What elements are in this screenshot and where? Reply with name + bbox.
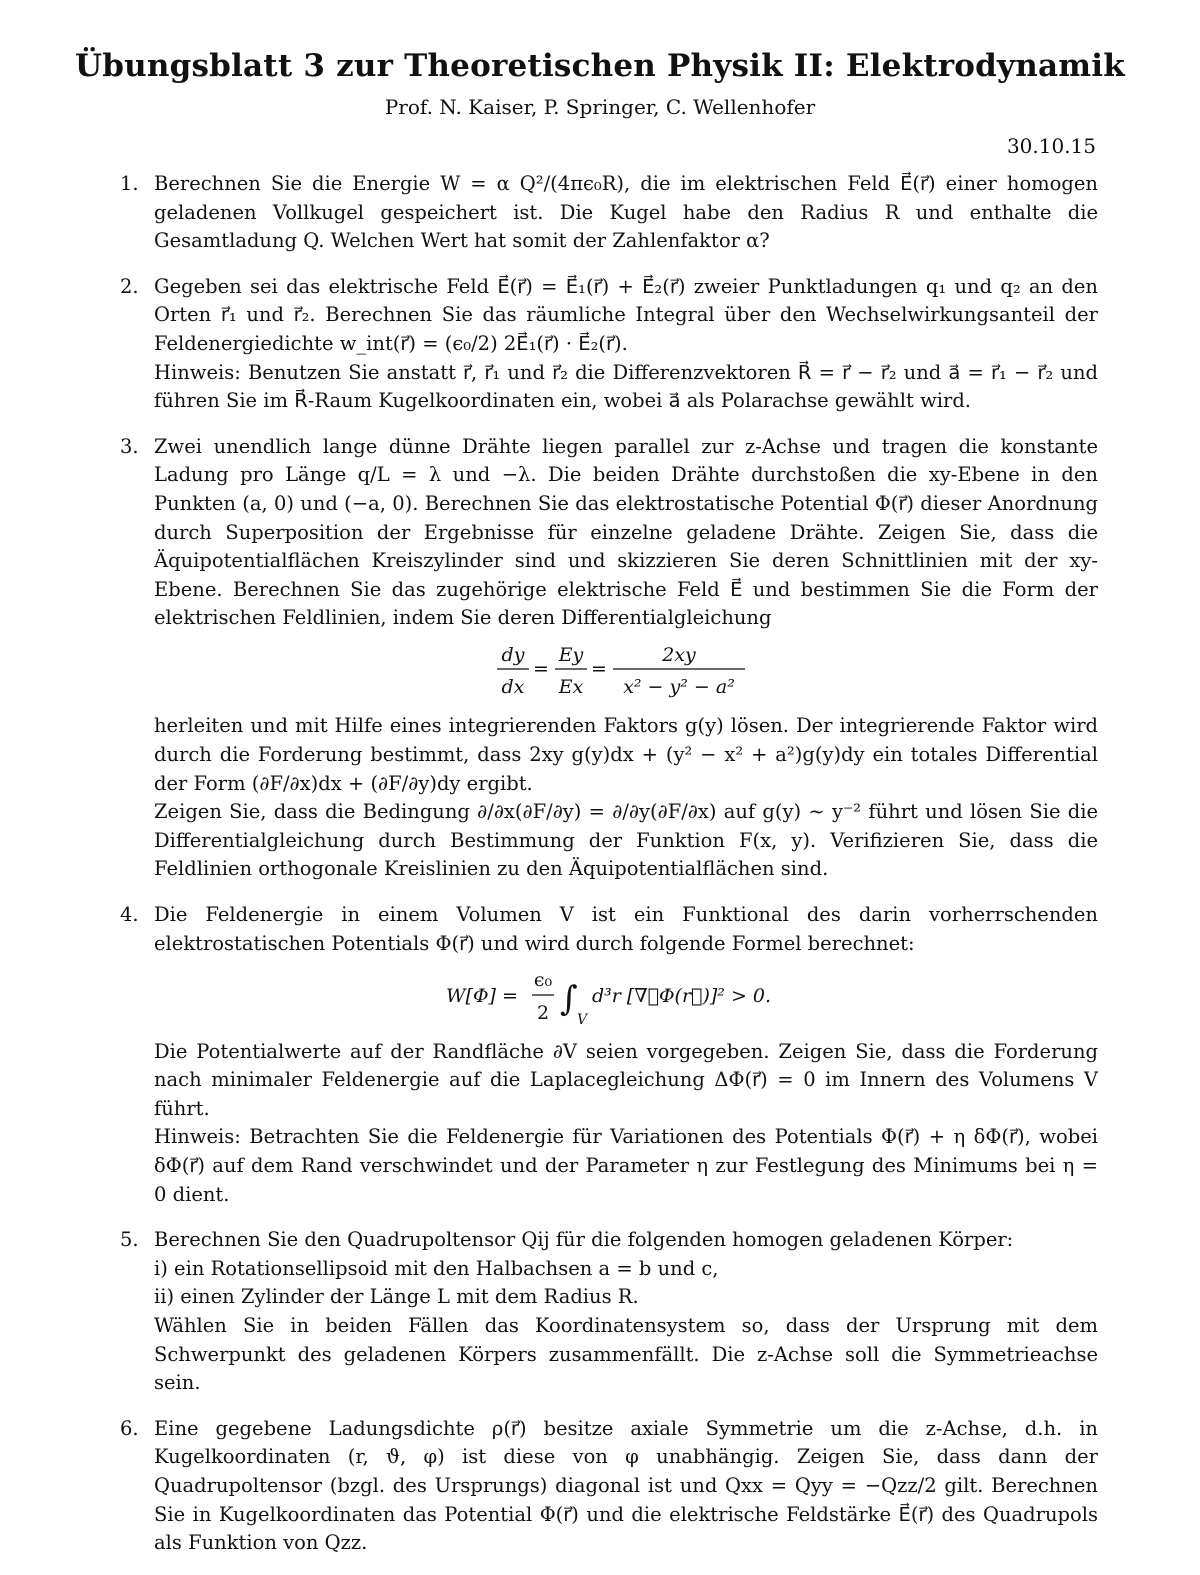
eq-integrand: d³r [∇⃗Φ(r⃗)]² > 0. xyxy=(592,985,772,1008)
problem-4 xyxy=(120,901,1098,1209)
problem-3 xyxy=(120,433,1098,884)
problem-subitem-i: i) ein Rotationsellipsoid mit den Halbachsen a = b und c, xyxy=(154,1256,719,1280)
problem-text: Wählen Sie in beiden Fällen das Koordinatensystem so, dass der Ursprung mit dem Schwerpunkt des geladenen Körpers zusammenfällt. Die z-Achse soll die Symmetrieachse sein. xyxy=(154,1314,1098,1395)
eq-frac-denominator: 2 xyxy=(536,1002,550,1025)
eq-rhs-denominator: x² − y² − a² xyxy=(623,675,735,698)
equation-svg xyxy=(446,964,806,1030)
eq-rhs-numerator: 2xy xyxy=(662,643,696,666)
problem-number: 2. xyxy=(120,274,139,298)
problem-text: Die Feldenergie in einem Volumen V ist ein Funktional des darin vorherrschenden elektrostatischen Potentials Φ(r⃗) und wird durch folgende Formel berechnet: xyxy=(154,902,1098,955)
eq-lhs-numerator: dy xyxy=(501,643,525,666)
svg-text:=: = xyxy=(533,657,549,680)
problem-text: Die Potentialwerte auf der Randfläche ∂V seien vorgegeben. Zeigen Sie, dass die Forderung nach minimaler Feldenergie auf die Laplacegleichung ΔΦ(r⃗) = 0 im Innern des Volumens V führt. xyxy=(154,1039,1098,1120)
field-energy-equation xyxy=(154,964,1098,1034)
problem-number: 5. xyxy=(120,1228,139,1252)
eq-mid-denominator: Ex xyxy=(558,675,584,698)
eq-mid-numerator: Ey xyxy=(558,643,584,666)
field-line-ode-equation xyxy=(154,639,1098,709)
problem-5 xyxy=(120,1226,1098,1398)
problem-number: 4. xyxy=(120,902,139,926)
svg-text:=: = xyxy=(591,657,607,680)
eq-frac-numerator: ϵ₀ xyxy=(533,969,553,992)
problem-1 xyxy=(120,170,1098,256)
problem-number: 6. xyxy=(120,1416,139,1440)
problem-text: Zeigen Sie, dass die Bedingung ∂/∂x(∂F/∂y) = ∂/∂y(∂F/∂x) auf g(y) ∼ y⁻² führt und lösen Sie die Differentialgleichung durch Bestimmung der Funktion F(x, y). Verifizieren Sie, dass die Feldlinien orthogonale Kreislinien zu den Äquipotentialflächen sind. xyxy=(154,800,1098,881)
problem-hint: Hinweis: Benutzen Sie anstatt r⃗, r⃗₁ und r⃗₂ die Differenzvektoren R⃗ = r⃗ − r⃗₂ und a⃗ = r⃗₁ − r⃗₂ und führen Sie im R⃗-Raum Kugelkoordinaten ein, wobei a⃗ als Polarachse gewählt wird. xyxy=(154,360,1098,413)
integral-sign: ∫ xyxy=(560,979,578,1020)
sheet-title: Übungsblatt 3 zur Theoretischen Physik II: Elektrodynamik xyxy=(75,48,1125,84)
problem-number: 1. xyxy=(120,172,139,195)
problem-text: Eine gegebene Ladungsdichte ρ(r⃗) besitze axiale Symmetrie um die z-Achse, d.h. in Kugelkoordinaten (r, ϑ, φ) ist diese von φ unabhängig. Zeigen Sie, dass dann der Quadrupoltensor (bzgl. des Ursprungs) diagonal ist und Qxx = Qyy = −Qzz/2 gilt. Berechnen Sie in Kugelkoordinaten das Potential Φ(r⃗) und die elektrische Feldstärke E⃗(r⃗) des Quadrupols als Funktion von Qzz. xyxy=(154,1416,1098,1555)
problem-text: Berechnen Sie den Quadrupoltensor Qij für die folgenden homogen geladenen Körper: xyxy=(154,1228,1014,1252)
sheet-authors: Prof. N. Kaiser, P. Springer, C. Wellenhofer xyxy=(384,95,816,119)
sheet-date: 30.10.15 xyxy=(1006,134,1096,158)
problem-text: Gegeben sei das elektrische Feld E⃗(r⃗) = E⃗₁(r⃗) + E⃗₂(r⃗) zweier Punktladungen q₁ und q₂ an den Orten r⃗₁ und r⃗₂. Berechnen Sie das räumliche Integral über den Wechselwirkungsanteil der Feldenergiedichte w_int(r⃗) = (ϵ₀/2) 2E⃗₁(r⃗) · E⃗₂(r⃗). xyxy=(154,274,1098,355)
problem-6 xyxy=(120,1415,1098,1558)
eq-lhs: W[Φ] = xyxy=(446,985,518,1008)
problem-text: Zwei unendlich lange dünne Drähte liegen parallel zur z-Achse und tragen die konstante Ladung pro Länge q/L = λ und −λ. Die beiden Drähte durchstoßen die xy-Ebene in den Punkten (a, 0) und (−a, 0). Berechnen Sie das elektrostatische Potential Φ(r⃗) dieser Anordnung durch Superposition der Ergebnisse für einzelne geladene Drähte. Zeigen Sie, dass die Äquipotentialflächen Kreiszylinder sind und skizzieren Sie deren Schnittlinien mit der xy-Ebene. Berechnen Sie das zugehörige elektrische Feld E⃗ und bestimmen Sie die Form der elektrischen Feldlinien, indem Sie deren Differentialgleichung xyxy=(154,434,1098,630)
eq-int-subscript: V xyxy=(577,1012,588,1029)
eq-lhs-denominator: dx xyxy=(501,675,525,698)
equation-svg xyxy=(491,639,761,705)
problem-subitem-ii: ii) einen Zylinder der Länge L mit dem Radius R. xyxy=(154,1285,639,1309)
problem-text: Berechnen Sie die Energie W = α Q²/(4πϵ₀R), die im elektrischen Feld E⃗(r⃗) einer homogen geladenen Vollkugel gespeichert ist. Die Kugel habe den Radius R und enthalte die Gesamtladung Q. Welchen Wert hat somit der Zahlenfaktor α? xyxy=(154,172,1098,253)
problem-number: 3. xyxy=(120,434,139,458)
problem-list xyxy=(120,170,1098,1575)
problem-2 xyxy=(120,273,1098,416)
problem-text: herleiten und mit Hilfe eines integrierenden Faktors g(y) lösen. Der integrierende Faktor wird durch die Forderung bestimmt, dass 2xy g(y)dx + (y² − x² + a²)g(y)dy ein totales Differential der Form (∂F/∂x)dx + (∂F/∂y)dy ergibt. xyxy=(154,714,1098,795)
problem-hint: Hinweis: Betrachten Sie die Feldenergie für Variationen des Potentials Φ(r⃗) + η δΦ(r⃗), wobei δΦ(r⃗) auf dem Rand verschwindet und der Parameter η zur Festlegung des Minimums bei η = 0 dient. xyxy=(154,1125,1098,1206)
